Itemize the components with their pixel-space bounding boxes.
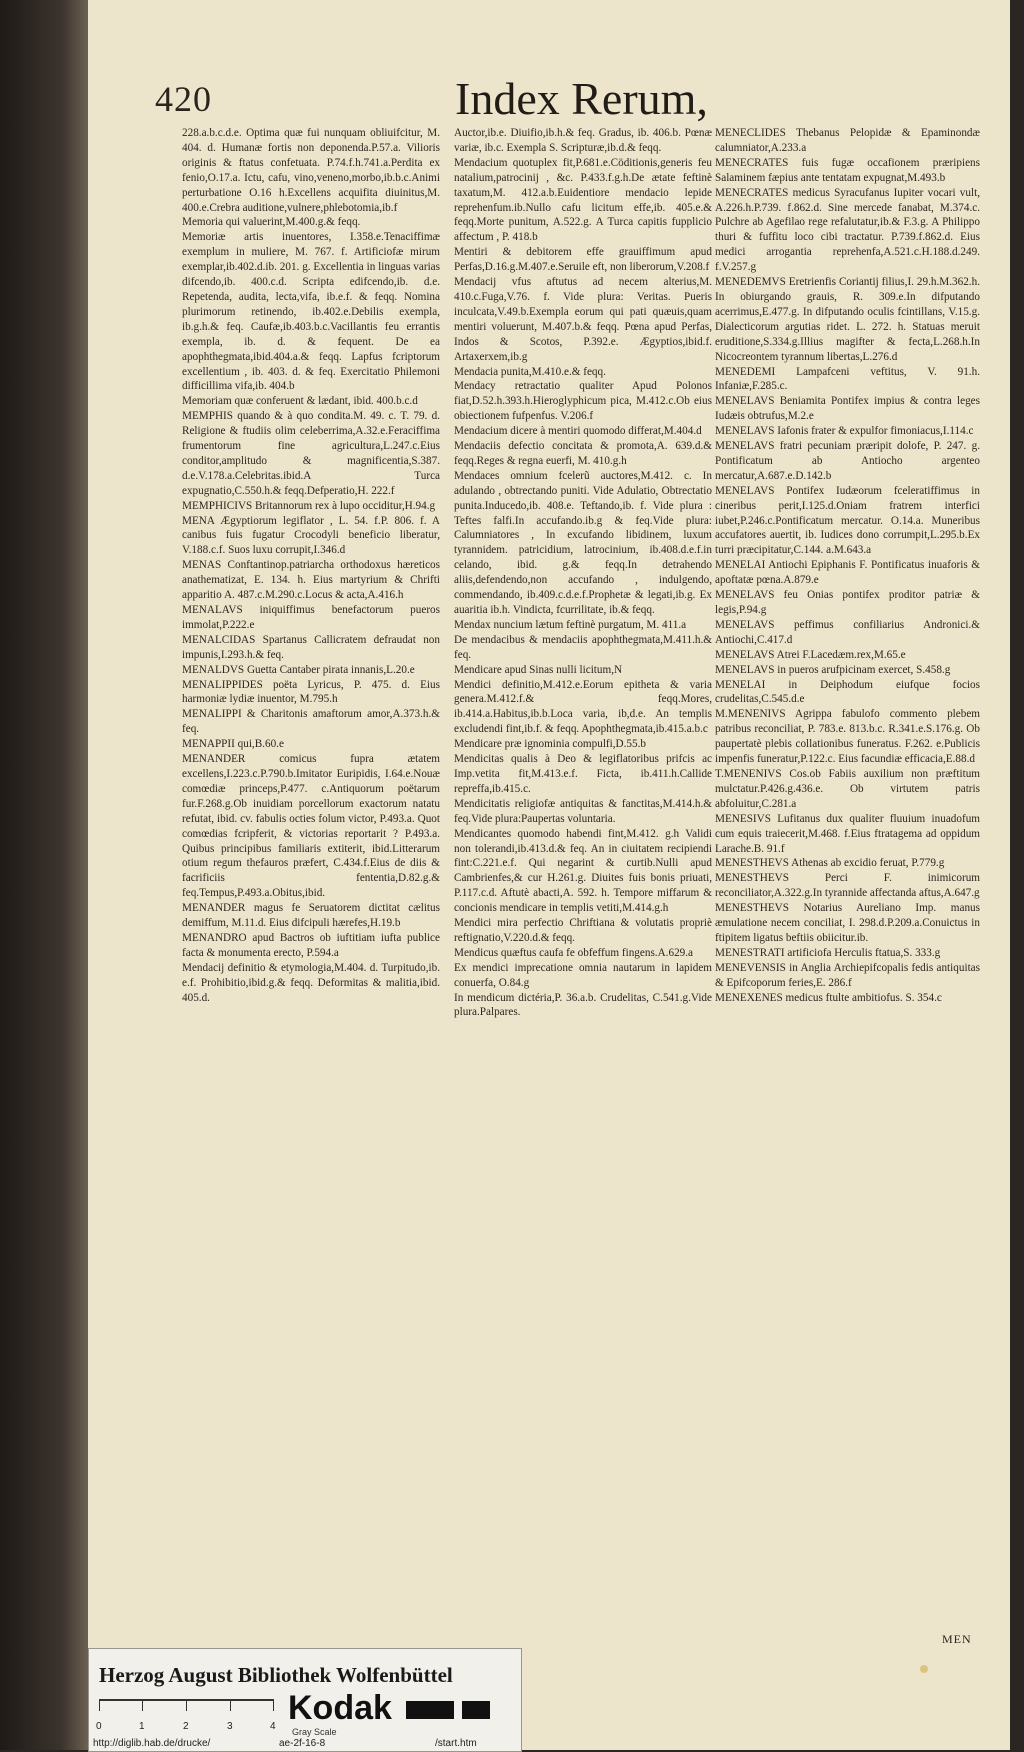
index-entry: Memoria qui valuerint,M.400.g.& feqq. [182, 216, 361, 229]
index-entry: MENA Ægyptiorum legiflator , L. 54. f.P. 806. f. A canibus fuis fugatur Crocodyli beneficio liberatur, V.188.c.f. Suos luxu corrupit,I.346.d [182, 514, 440, 557]
kodak-logo: Kodak [288, 1689, 392, 1727]
index-column-left [182, 126, 440, 1005]
page-title: Index Rerum, [455, 73, 708, 124]
index-column-middle [454, 126, 712, 1020]
colophon-label [88, 1648, 522, 1752]
index-entry: MENALDVS Guetta Cantaber pirata innanis,L.20.e [182, 663, 415, 676]
gray-scale-label: Gray Scale [292, 1727, 337, 1737]
index-entry: MENALAVS iniquiffimus benefactorum pueros immolat,P.222.e [182, 604, 440, 631]
index-entry: M.MENENIVS Agrippa fabulofo commento plebem patribus reconciliat, P. 783.e. 813.b.c. R.341.e.S.176.g. Ob paupertatè plebis collationibus funeratus. F.262. e.Publicis impenfis funeratur,P.122.c. Eius facundiæ efficacia,E.88.d [715, 708, 980, 766]
index-entry: MEMPHIS quando & à quo condita.M. 49. c. T. 79. d. Religione & ftudiis olim celeberrima,A.32.e.Feraciffima frumentorum fine agricultura,L.247.c.Eius conditor,amplitudo & magnificentia,S.387. d.e.V.178.a.Celebritas.ibid.A Turca expugnatio,C.550.h.& feqq.Defperatio,H. 222.f [182, 410, 440, 497]
scale-number: 2 [183, 1721, 189, 1732]
index-entry: Ex mendici imprecatione omnia nautarum in lapidem conuerfa, O.84.g [454, 961, 712, 989]
index-entry: Mendicitatis religiofæ antiquitas & fanctitas,M.414.h.& feq.Vide plura:Paupertas voluntaria. [454, 797, 712, 825]
index-entry: MENANDRO apud Bactros ob iuftitiam iufta publice facta & monumenta erecto, P.594.a [182, 931, 440, 959]
index-entry: MENELAVS Pontifex Iudæorum fceleratiffimus in cineribus perit,I.125.d.Oniam fratrem interfici iubet,P.246.c.Pontificatum mercatur. O.14.a. Muneribus accufatores auertit, ib. Iudices dono corrumpit,L.295.b.Ex turri præcipitatur,C.144. a.M.643.a [715, 484, 980, 557]
index-entry: MENECRATES medicus Syracufanus Iupiter vocari vult, A.226.h.P.739. f.862.d. Sine mercede fanabat, M.374.c. Pulchre ab Agefilao rege refalutatur,ib.& F.3.g. A Philippo thuri & fuffitu loco cibi tractatur. P.739.f.862.d. Eius medici arrogantia reprehenfa,A.521.c.H.188.d.249. f.V.257.g [715, 186, 980, 274]
index-entry: MENESTRATI artificiofa Herculis ftatua,S. 333.g [715, 946, 941, 959]
index-entry: T.MENENIVS Cos.ob Fabiis auxilium non præftitum mulctatur.P.426.g.436.e. Ob virtutem patris abfoluitur,C.281.a [715, 767, 980, 810]
index-entry: Mendacij vfus aftutus ad necem alterius,M. 410.c.Fuga,V.76. f. Vide plura: Veritas. Pueris inculcata,V.49.b.Exempla eorum qui pati quæuis,quam mentiri voluerunt, M.407.b.& feqq. Pœna apud Perfas, Indos & Scotos, P.392.e. Ægyptios,ibid.f. Artaxerxem,ib.g [454, 276, 712, 363]
index-entry: MENANDER magus fe Seruatorem dictitat cælitus demiffum, M.11.d. Eius difcipuli hærefes,H.19.b [182, 902, 440, 930]
index-entry: Mendaciis defectio concitata & promota,A. 639.d.& feqq.Reges & regna euerfi, M. 410.g.h [454, 440, 712, 467]
index-entry: MENELAVS Iafonis frater & expulfor fimoniacus,I.114.c [715, 425, 974, 438]
index-entry: MENESTHEVS Perci F. inimicorum reconciliator,A.322.g.In tyrannide affectanda aftus,A.647.g [715, 872, 980, 900]
gray-patch [406, 1701, 454, 1719]
index-entry: MENECRATES fuis fugæ occafionem præripiens Salaminem fæpius ante tentatam expugnat,M.493.b [715, 156, 980, 184]
index-entry: MENECLIDES Thebanus Pelopidæ & Epaminondæ calumniator,A.233.a [715, 127, 980, 154]
index-entry: MENAS Conftantinop.patriarcha orthodoxus hæreticos anathematizat, E. 134. h. Eius martyrium & Chrifti apparitio A. 487.c.M.290.c.Locus & acta,A.416.h [182, 559, 440, 602]
index-entry: MENEXENES medicus ftulte ambitiofus. S. 354.c [715, 991, 942, 1004]
index-entry: Mendax nuncium lætum feftinè purgatum, M. 411.a [454, 618, 687, 631]
index-entry: Mendacium dicere à mentiri quomodo differat,M.404.d [454, 425, 702, 438]
index-entry: MENEVENSIS in Anglia Archiepifcopalis fedis antiquitas & Epifcoporum feries,E. 286.f [715, 961, 980, 989]
index-entry: MENELAVS peffimus confiliarius Andronici.& Antiochi,C.417.d [715, 618, 980, 646]
index-entry: Mendacij definitio & etymologia,M.404. d. Turpitudo,ib. e.f. Prohibitio,ibid.g.& feqq. Deformitas & malitia,ibid. 405.d. [182, 961, 440, 1004]
index-entry: MENEDEMVS Eretrienfis Coriantij filius,I. 29.h.M.362.h. In obiurgando grauis, R. 309.e.In difputando acerrimus,E.477.g. In difputando oculis fcintillans, V.15.g. Dialecticorum argutias ridet. L. 272. h. Statuas meruit eruditione,S.334.g.Illius magifter & fecta,L.268.h.In Nicocreontem tyrannum libertas,L.276.d [715, 276, 980, 363]
index-entry: MENESIVS Lufitanus dux qualiter fluuium inuadofum cum equis traiecerit,M.468. f.Eius ftratagema ad oppidum Larache.B. 91.f [715, 812, 980, 855]
index-entry: MENESTHEVS Notarius Aureliano Imp. manus æmulatione necem conciliat, I. 298.d.P.209.a.Conuictus in ftipitem ligatus beftiis obiicitur.ib. [715, 902, 980, 944]
index-entry: MENELAI Antiochi Epiphanis F. Pontificatus inuaforis & apoftatæ pœna.A.879.e [715, 559, 980, 587]
library-name: Herzog August Bibliothek Wolfenbüttel [99, 1663, 453, 1687]
index-entry: Mendicantes quomodo habendi fint,M.412. g.h Validi non tolerandi,ib.413.d.& feq. An in ciuitatem recipiendi fint:C.221.e.f. Qui negarint & curtib.Nulli apud Cambrienfes,& cur H.261.g. Diuites fuis bonis priuati, P.117.c.d. Aftutè abacti,A. 592. h. Tempore miffarum & concionis mendicare in templis vetiti,M.414.g.h [454, 827, 712, 915]
index-entry: Mentiri & debitorem effe grauiffimum apud Perfas,D.16.g.M.407.e.Seruile eft, non liberorum,V.208.f [454, 246, 712, 274]
paper-stain [920, 1665, 928, 1673]
page-number: 420 [155, 79, 212, 119]
index-entry: Mendicare apud Sinas nulli licitum,N [454, 663, 623, 676]
index-entry: MENELAI in Deiphodum eiufque focios crudelitas,C.545.d.e [715, 678, 980, 706]
ruler-scale [96, 1699, 276, 1732]
shelfmark: ae-2f-16-8 [279, 1738, 326, 1749]
url-row [89, 1737, 521, 1751]
index-entry: Mendici mira perfectio Chriftiana & volutatis propriè reftignatio,V.220.d.& feqq. [454, 917, 712, 944]
index-entry: In mendicum dictéria,P. 36.a.b. Crudelitas, C.541.g.Vide plura.Palpares. [454, 991, 712, 1019]
index-entry: Mendicare præ ignominia compulfi,D.55.b [454, 738, 647, 751]
catchword: MEN [942, 1632, 972, 1646]
index-entry: MENESTHEVS Athenas ab excidio feruat, P.779.g [715, 857, 945, 870]
index-entry: MENELAVS Atrei F.Lacedæm.rex,M.65.e [715, 648, 906, 661]
index-entry: MENELAVS Beniamita Pontifex impius & contra leges Iudæis obtrufus,M.2.e [715, 395, 980, 423]
index-column-right [715, 126, 980, 1005]
index-entry: Mendicitas qualis à Deo & legiflatoribus prifcis ac Imp.vetita fit,M.413.e.f. Ficta, ib.411.h.Callide repreffa,ib.415.c. [454, 753, 712, 795]
scale-number: 1 [139, 1721, 145, 1732]
index-entry: MENALCIDAS Spartanus Callicratem defraudat non impunis,I.293.h.& feq. [182, 633, 440, 661]
index-entry: Memoriam quæ conferuent & lædant, ibid. 400.b.c.d [182, 395, 418, 408]
index-entry: Mendicus quæftus caufa fe obfeffum fingens.A.629.a [454, 946, 694, 959]
scale-number: 3 [227, 1721, 233, 1732]
index-entry: MENALIPPIDES poëta Lyricus, P. 475. d. Eius harmoniæ lydiæ inuentor, M.795.h [182, 678, 440, 706]
book-gutter-shadow [0, 0, 88, 1750]
index-entry: MENELAVS feu Onias pontifex proditor patriæ & legis,P.94.g [715, 589, 980, 616]
index-entry: MENEDEMI Lampafceni veftitus, V. 91.h. Infaniæ,F.285.c. [715, 365, 980, 393]
index-entry: MENALIPPI & Charitonis amaftorum amor,A.373.h.& feq. [182, 708, 440, 736]
index-entry: Mendacium quotuplex fit,P.681.e.Cöditionis,generis feu natalium,patrocinij , &c. P.433.f.g.h.De ætate feftinè taxatum,M. 412.a.b.Euidentiore mendacio lepide reprehenfum.ib.Nullo cafu licitum effe,ib. 405.e.& feqq.Morte punitum, A.522.g. A Turca capitis fupplicio affectum , P. 418.b [454, 156, 712, 244]
index-entry: Mendici definitio,M.412.e.Eorum epitheta & varia genera.M.412.f.& feqq.Mores, ib.414.a.Habitus,ib.b.Loca varia, ib,d.e. An templis excludendi fint,ib.f. & feqq. Apophthegmata,ib.415.a.b.c [454, 678, 712, 736]
index-entry: MEMPHICIVS Britannorum rex à lupo occiditur,H.94.g [182, 499, 436, 512]
index-entry: MENELAVS fratri pecuniam præripit dolofe, P. 247. g. Pontificatum ab Antiocho argenteo mercatur,A.687.e.D.142.b [715, 440, 980, 482]
index-entry: Mendacia punita,M.410.e.& feqq. [454, 365, 606, 378]
index-entry: Memoriæ artis inuentores, I.358.e.Tenaciffimæ exemplum in muliere, M. 767. f. Artificiofæ mirum exemplar,ib.402.d.ib. 201. g. Excellentia in linguas varias difcendo,ib. 400.c.d. Scripta edifcendo,ib. d.e. Repetenda, audita, lecta,vifa, ib.e.f. & feqq. Nomina plurimorum retinendo, ib.402.e.Debilis exempla, ib.g.h.& feq. Caufæ,ib.403.b.c.Vacillantis feu errantis exempla, ib. d. & fequent. De ea apophthegmata,ibid.404.a.& feqq. Lapfus fcriptorum excellentium , ib. 403. d. & feq. Exercitatio Philemoni difficillima vifa,ib. 404.b [182, 231, 440, 393]
index-entry: 228.a.b.c.d.e. Optima quæ fui nunquam obliuifcitur, M. 404. d. Humanæ fortis non deponenda.P.57.a. Vilioris originis & ftatus confetuata. P.74.f.h.741.a.Perdita ex fenio,O.17.a. Ictu, cafu, vino,veneno,morbo,ib.b.c.Animi perturbatione O.16 h.Excellens acquifita diuinitus,M. 400.e.Crebra auditione,vulnere,phlebotomia,ib.f [182, 127, 440, 214]
index-entry: Mendaces omnium fcelerũ auctores,M.412. c. In adulando , obtrectando puniti. Vide Adulatio, Obtrectatio punita.Inducedo,ib. 408.e. Teftando,ib. f. Vide plura : Teftes falfi.In accufando.ib.g & feq.Vide plura: Calumniatores , In excufando libidinem, luxum tyrannidem. patricidium, latrocinium, ib.408.d.e.f.in celando, ibid. g.& feqq.In detrahendo aliis,defendendo,non accufando , indulgendo, commendando, ib.409.c.d.e.f.Prophetæ & legati,ib.g. Ex auaritia ib.h. Vindicta, fcurrilitate, ib.& feqq. [454, 469, 712, 616]
index-entry: Mendacy retractatio qualiter Apud Polonos fiat,D.52.h.393.h.Hieroglyphicum pica, M.412.c.Ob eius obiectionem fufpenfus. V.206.f [454, 380, 712, 423]
index-entry: Auctor,ib.e. Diuifio,ib.h.& feq. Gradus, ib. 406.b. Pœnæ variæ, ib.c. Exempla S. Scripturæ,ib.d.& feqq. [454, 127, 712, 154]
index-entry: De mendacibus & mendaciis apophthegmata,M.411.h.& feq. [454, 633, 712, 661]
scale-number: 0 [96, 1721, 102, 1732]
gray-patch [462, 1701, 490, 1719]
scale-number: 4 [270, 1721, 276, 1732]
library-url[interactable]: http://diglib.hab.de/drucke/ [93, 1738, 211, 1749]
index-entry: MENANDER comicus fupra ætatem excellens,I.223.c.P.790.b.Imitator Euripidis, I.64.e.Nouæ comœdiæ princeps,P.477. c.Antiquorum poëtarum fur.F.268.g.Ob inuidiam porcellorum exactorum natatu refutat, ibid. cv. fabulis octies folum victor, P.493.a. Quot comœdias fcripferit, & victorias reportarit ? P.493.a. Quibus principibus familiaris extiterit, ibid.Litterarum otium regum thefauros præfert, C.434.f.Eius de diis & facrificiis fententia,D.82.g.& feq.Tempus,P.493.a.Obitus,ibid. [182, 753, 440, 900]
index-entry: MENELAVS in pueros arufpicinam exercet, S.458.g [715, 663, 951, 676]
start-link[interactable]: /start.htm [435, 1738, 477, 1749]
index-entry: MENAPPII qui,B.60.e [182, 738, 284, 751]
